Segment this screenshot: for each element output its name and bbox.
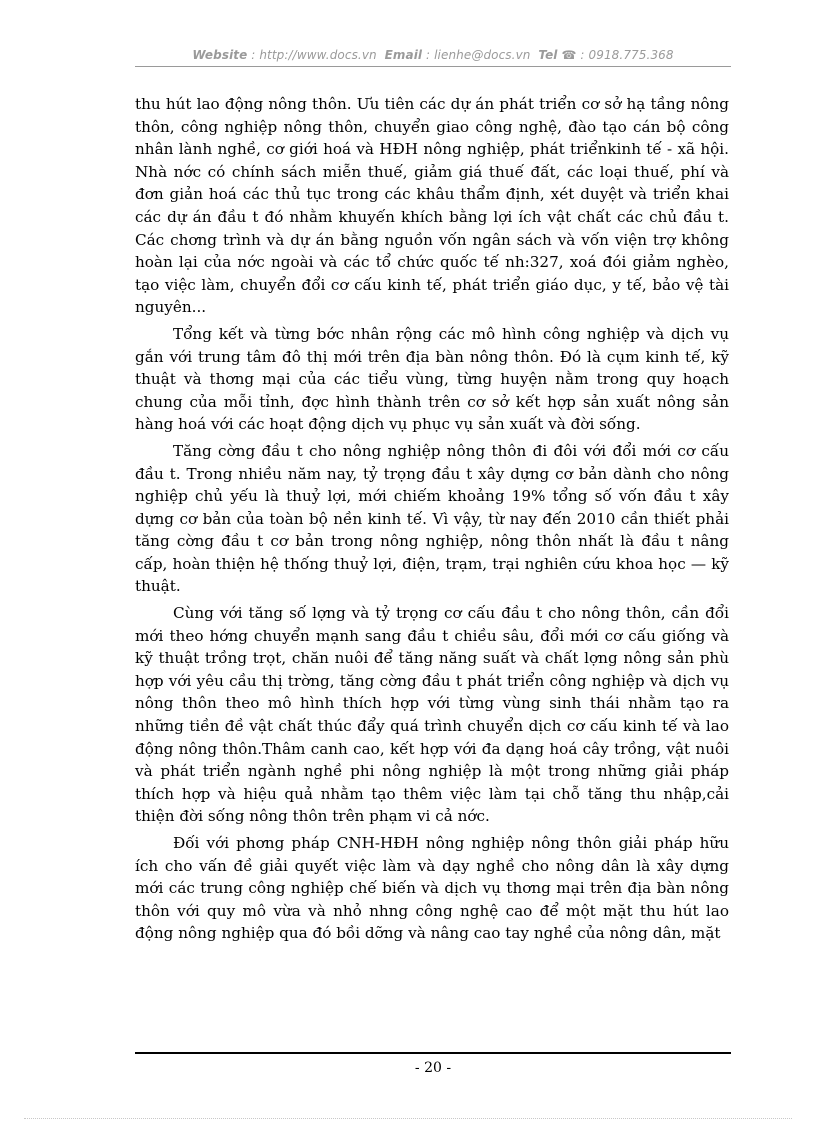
- email-value[interactable]: : lienhe@docs.vn: [426, 48, 531, 62]
- header-divider: [135, 66, 731, 67]
- website-value[interactable]: : http://www.docs.vn: [251, 48, 377, 62]
- page-header: [135, 48, 731, 62]
- paragraph-3: Tăng cờng đầu t cho nông nghiệp nông thôn đi đôi với đổi mới cơ cấu đầu t. Trong nhiều năm nay, tỷ trọng đầu t xây dựng cơ bản dành cho nông nghiệp chủ yếu là thuỷ lợi, mới chiếm khoảng 19% tổng số vốn đầu t xây dựng cơ bản của toàn bộ nền kinh tế. Vì vậy, từ nay đến 2010 cần thiết phải tăng cờng đầu t cơ bản trong nông nghiệp, nông thôn nhất là đầu t nâng cấp, hoàn thiện hệ thống thuỷ lợi, điện, trạm, trại nghiên cứu khoa học — kỹ thuật.: [135, 441, 729, 596]
- paragraph-5: Đối với phơng pháp CNH-HĐH nông nghiệp nông thôn giải pháp hữu ích cho vấn đề giải quyết việc làm và dạy nghề cho nông dân là xây dựng mới các trung công nghiệp chế biến và dịch vụ thơng mại trên địa bàn nông thôn với quy mô vừa và nhỏ nhng công nghệ cao để một mặt thu hút lao động nông nghiệp qua đó bồi dỡng và nâng cao tay nghề của nông dân, mặt: [135, 834, 729, 943]
- tel-value: ☎ : 0918.775.368: [561, 48, 674, 62]
- website-label: Website: [192, 48, 248, 62]
- document-body: [135, 93, 729, 945]
- paragraph-2: Tổng kết và từng bớc nhân rộng các mô hình công nghiệp và dịch vụ gắn với trung tâm đô thị mới trên địa bàn nông thôn. Đó là cụm kinh tế, kỹ thuật và thơng mại của các tiểu vùng, từng huyện nằm trong quy hoạch chung của mỗi tỉnh, đợc hình thành trên cơ sở kết hợp sản xuất nông sản hàng hoá với các hoạt động dịch vụ phục vụ sản xuất và đời sống.: [135, 324, 729, 434]
- paragraph-1: thu hút lao động nông thôn. Ưu tiên các dự án phát triển cơ sở hạ tầng nông thôn, công nghiệp nông thôn, chuyển giao công nghệ, đào tạo cán bộ công nhân lành nghề, cơ giới hoá và HĐH nông nghiệp, phát triểnkinh tế - xã hội. Nhà nớc có chính sách miễn thuế, giảm giá thuế đất, các loại thuế, phí và đơn giản hoá các thủ tục trong các khâu thẩm định, xét duyệt và triển khai các dự án đầu t đó nhằm khuyến khích bằng lợi ích vật chất các chủ đầu t. Các chơng trình và dự án bằng nguồn vốn ngân sách và vốn viện trợ không hoàn lại của nớc ngoài và các tổ chức quốc tế nh:327, xoá đói giảm nghèo, tạo việc làm, chuyển đổi cơ cấu kinh tế, phát triển giáo dục, y tế, bảo vệ tài nguyên...: [135, 95, 729, 317]
- footer-divider: [135, 1052, 731, 1054]
- paragraph-4: Cùng với tăng số lợng và tỷ trọng cơ cấu đầu t cho nông thôn, cần đổi mới theo hớng chuyển mạnh sang đầu t chiều sâu, đổi mới cơ cấu giống và kỹ thuật trồng trọt, chăn nuôi để tăng năng suất và chất lợng nông sản phù hợp với yêu cầu thị trờng, tăng cờng đầu t phát triển công nghiệp và dịch vụ nông thôn theo mô hình thích hợp với từng vùng sinh thái nhằm tạo ra những tiền đề vật chất thúc đẩy quá trình chuyển dịch cơ cấu kinh tế và lao động nông thôn.Thâm canh cao, kết hợp với đa dạng hoá cây trồng, vật nuôi và phát triển ngành nghề phi nông nghiệp là một trong những giải pháp thích hợp và hiệu quả nhằm tạo thêm việc làm tại chỗ tăng thu nhập,cải thiện đời sống nông thôn trên phạm vi cả nớc.: [135, 604, 729, 826]
- page-edge-dotted-line: [24, 1118, 792, 1119]
- tel-label: Tel: [538, 48, 558, 62]
- email-label: Email: [384, 48, 423, 62]
- page-number: - 20 -: [414, 1060, 452, 1076]
